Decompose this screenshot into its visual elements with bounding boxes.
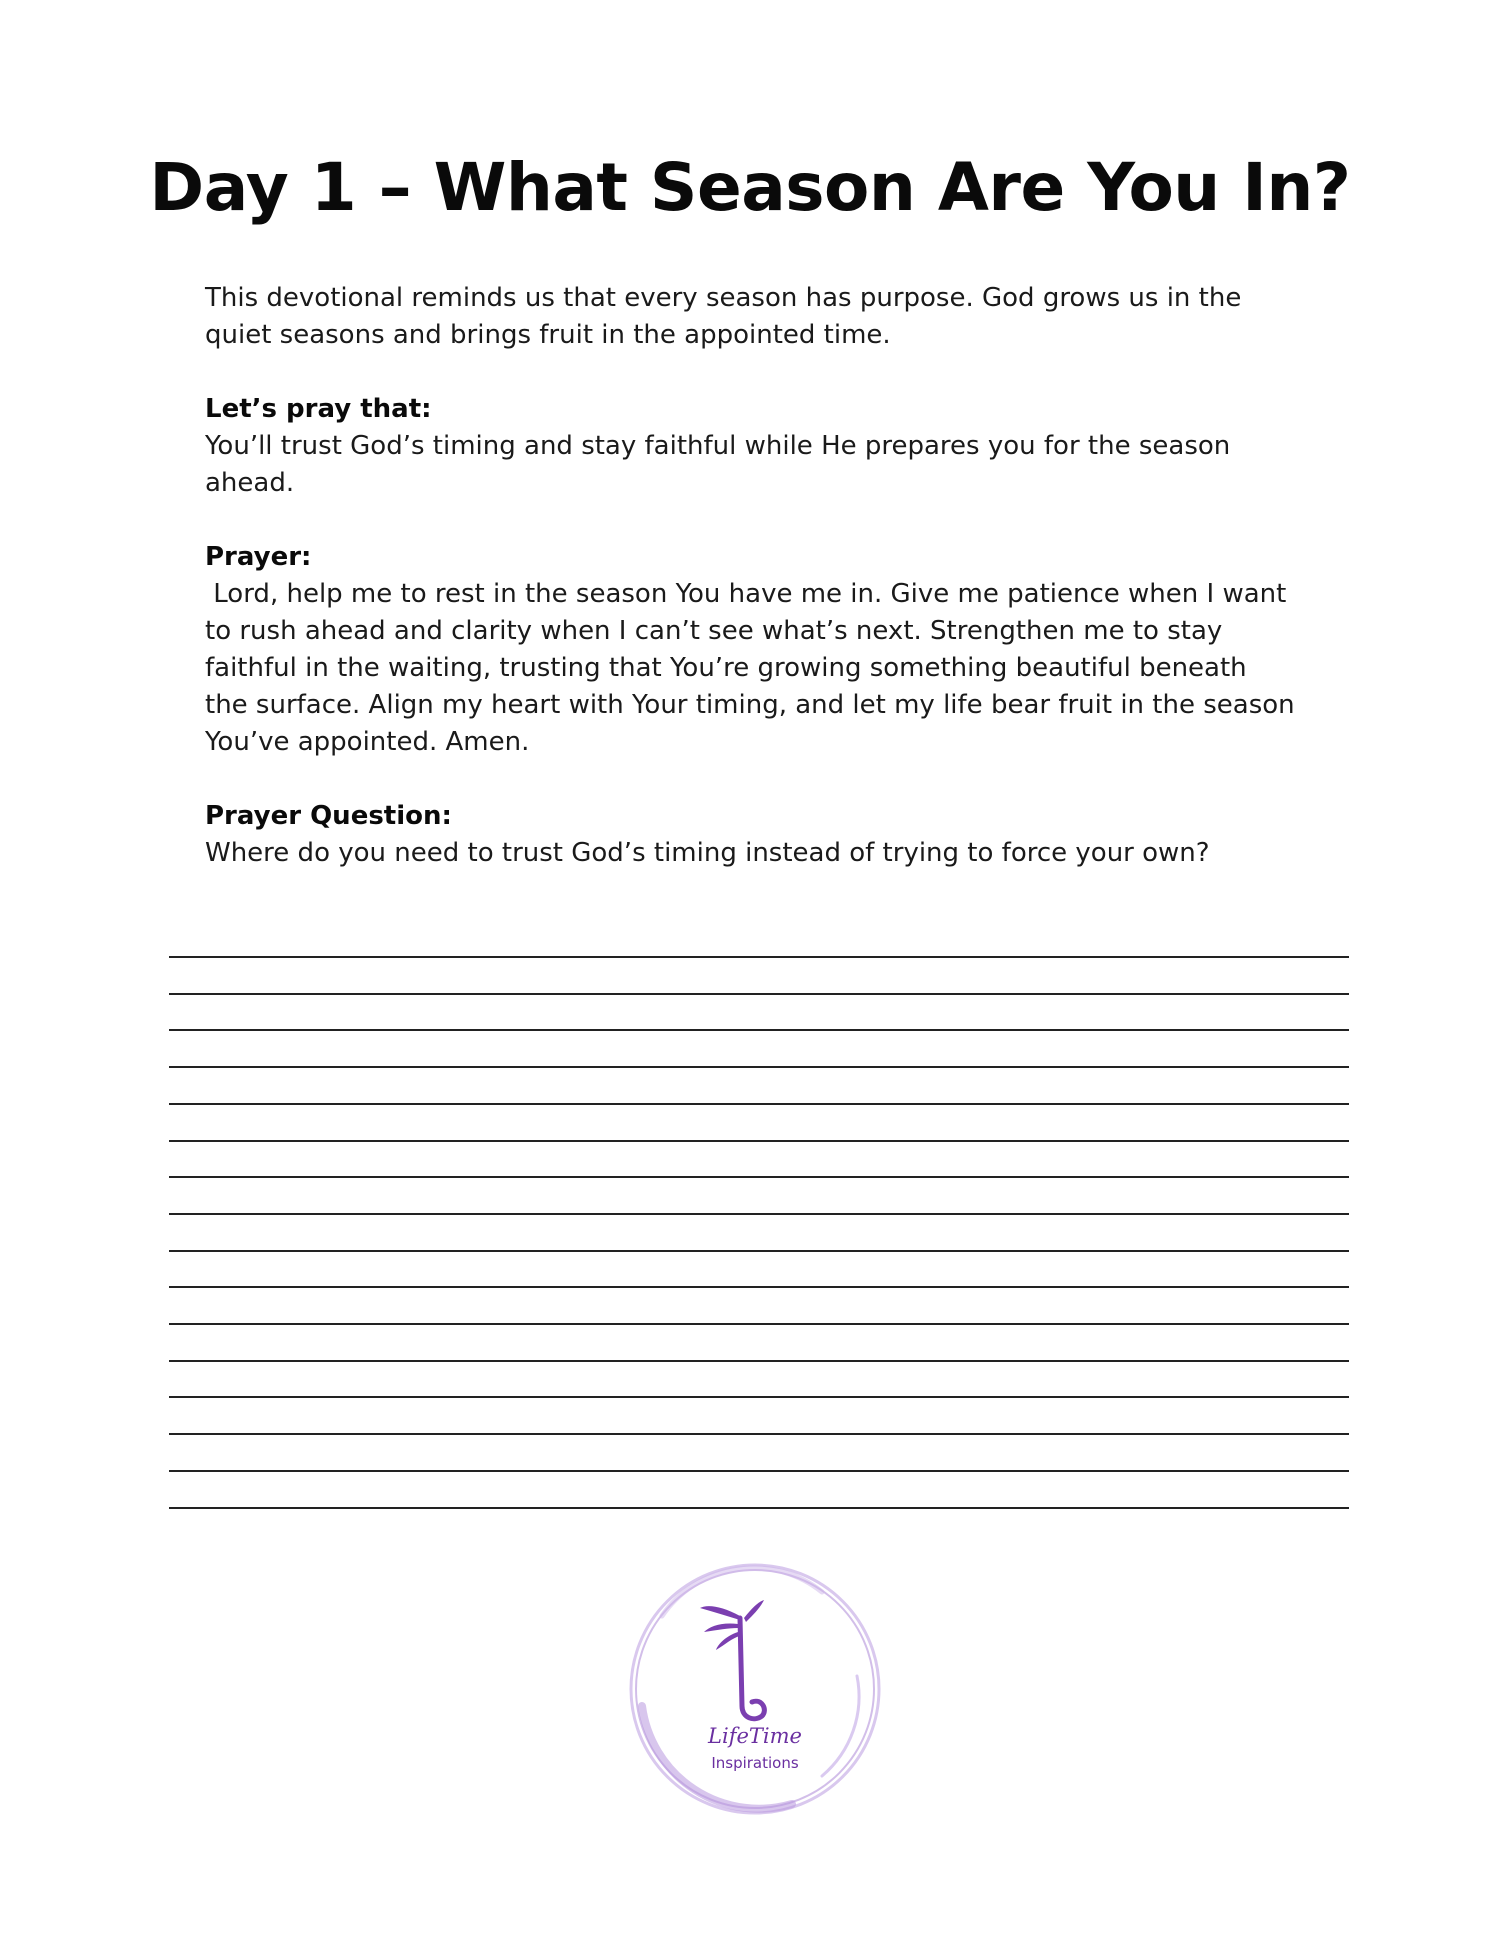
prayer-text: Lord, help me to rest in the season You have me in. Give me patience when I want to rush ahead and clarity when I can’t see what’s next. Strengthen me to stay faithful in the waiting, trusting that You’re growing something beautiful beneath the surface. Align my heart with Your timing, and let my life bear fruit in the season You’ve appointed. Amen. [205, 579, 1295, 757]
prayer-question-label: Prayer Question: [205, 801, 452, 831]
devotional-content [205, 280, 1355, 872]
writing-line[interactable] [169, 956, 1349, 958]
lets-pray-label: Let’s pray that: [205, 394, 432, 424]
writing-line[interactable] [169, 1140, 1349, 1142]
writing-line[interactable] [169, 1470, 1349, 1472]
writing-line[interactable] [169, 1360, 1349, 1362]
writing-line[interactable] [169, 1507, 1349, 1509]
logo-script-text: LifeTime [708, 1724, 802, 1748]
writing-line[interactable] [169, 1286, 1349, 1288]
writing-line[interactable] [169, 1433, 1349, 1435]
intro-paragraph: This devotional reminds us that every season has purpose. God grows us in the quiet seasons and brings fruit in the appointed time. [205, 283, 1242, 350]
prayer-question-text: Where do you need to trust God’s timing instead of trying to force your own? [205, 838, 1210, 868]
logo-sub-text: Inspirations [711, 1754, 799, 1772]
logo-ring-icon [622, 1556, 888, 1822]
writing-line[interactable] [169, 1250, 1349, 1252]
writing-line[interactable] [169, 1066, 1349, 1068]
lifetime-inspirations-logo [622, 1556, 888, 1822]
writing-line[interactable] [169, 1103, 1349, 1105]
writing-line[interactable] [169, 1323, 1349, 1325]
page-title: Day 1 – What Season Are You In? [149, 149, 1351, 226]
prayer-label: Prayer: [205, 542, 312, 572]
lets-pray-text: You’ll trust God’s timing and stay faithful while He prepares you for the season ahead. [205, 431, 1231, 498]
writing-line[interactable] [169, 1029, 1349, 1031]
leaf-icon [700, 1600, 764, 1650]
letter-l-icon [740, 1618, 764, 1719]
writing-line[interactable] [169, 1396, 1349, 1398]
writing-line[interactable] [169, 1176, 1349, 1178]
writing-line[interactable] [169, 993, 1349, 995]
writing-line[interactable] [169, 1213, 1349, 1215]
